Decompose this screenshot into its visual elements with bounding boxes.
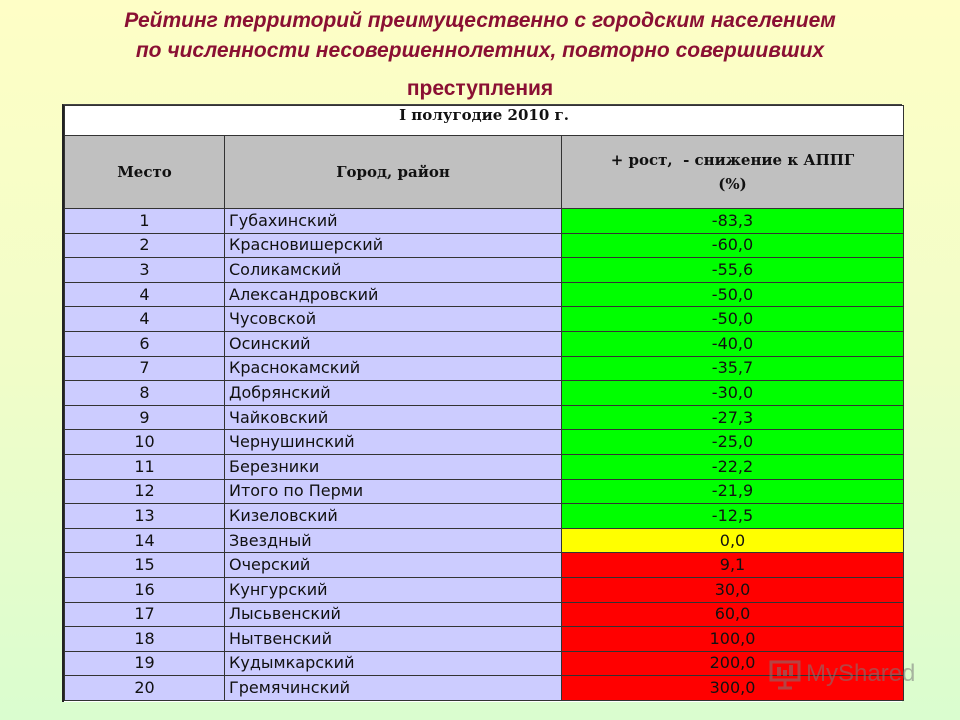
change-cell: 300,0 — [562, 676, 904, 701]
rank-cell: 11 — [65, 454, 225, 479]
city-cell: Итого по Перми — [225, 479, 562, 504]
table-row — [65, 602, 904, 627]
table-row — [65, 577, 904, 602]
table-row — [65, 331, 904, 356]
table-row — [65, 553, 904, 578]
city-cell: Соликамский — [225, 258, 562, 283]
table-row — [65, 233, 904, 258]
rank-cell: 16 — [65, 577, 225, 602]
column-header-row — [65, 136, 904, 209]
table-row — [65, 627, 904, 652]
table-row — [65, 356, 904, 381]
rank-cell: 19 — [65, 651, 225, 676]
table-row — [65, 528, 904, 553]
table-row — [65, 282, 904, 307]
rank-cell: 1 — [65, 209, 225, 234]
rating-table-frame — [62, 104, 902, 702]
city-cell: Осинский — [225, 331, 562, 356]
rank-cell: 17 — [65, 602, 225, 627]
change-cell: -30,0 — [562, 381, 904, 406]
change-cell: 200,0 — [562, 651, 904, 676]
change-cell: 30,0 — [562, 577, 904, 602]
change-cell: -50,0 — [562, 282, 904, 307]
rank-cell: 15 — [65, 553, 225, 578]
rank-cell: 8 — [65, 381, 225, 406]
change-cell: -55,6 — [562, 258, 904, 283]
city-cell: Чусовской — [225, 307, 562, 332]
rating-table — [64, 105, 904, 701]
change-cell: -22,2 — [562, 454, 904, 479]
rank-cell: 9 — [65, 405, 225, 430]
change-cell: -83,3 — [562, 209, 904, 234]
watermark — [768, 654, 938, 694]
rank-cell: 20 — [65, 676, 225, 701]
city-cell: Гремячинский — [225, 676, 562, 701]
rank-cell: 4 — [65, 307, 225, 332]
table-row — [65, 430, 904, 455]
city-cell: Губахинский — [225, 209, 562, 234]
city-cell: Кудымкарский — [225, 651, 562, 676]
city-cell: Красновишерский — [225, 233, 562, 258]
rank-cell: 4 — [65, 282, 225, 307]
rank-cell: 13 — [65, 504, 225, 529]
city-cell: Добрянский — [225, 381, 562, 406]
city-cell: Кизеловский — [225, 504, 562, 529]
table-row — [65, 258, 904, 283]
table-body — [65, 209, 904, 701]
city-cell: Лысьвенский — [225, 602, 562, 627]
change-cell: -40,0 — [562, 331, 904, 356]
title-line-2: по численности несовершеннолетних, повторно совершивших — [135, 39, 825, 62]
change-cell: 100,0 — [562, 627, 904, 652]
column-header-rank: Место — [65, 136, 225, 209]
table-row — [65, 454, 904, 479]
city-cell: Звездный — [225, 528, 562, 553]
city-cell: Александровский — [225, 282, 562, 307]
city-cell: Кунгурский — [225, 577, 562, 602]
table-row — [65, 504, 904, 529]
change-cell: -27,3 — [562, 405, 904, 430]
city-cell: Очерский — [225, 553, 562, 578]
rank-cell: 3 — [65, 258, 225, 283]
rank-cell: 7 — [65, 356, 225, 381]
column-header-change-line-1: + рост, - снижение к АППГ — [610, 151, 855, 169]
rank-cell: 6 — [65, 331, 225, 356]
change-cell: -50,0 — [562, 307, 904, 332]
presentation-board-icon — [768, 657, 802, 691]
rank-cell: 2 — [65, 233, 225, 258]
rank-cell: 12 — [65, 479, 225, 504]
change-cell: -35,7 — [562, 356, 904, 381]
table-row — [65, 405, 904, 430]
table-row — [65, 479, 904, 504]
change-cell: 9,1 — [562, 553, 904, 578]
change-cell: -60,0 — [562, 233, 904, 258]
column-header-change-line-2: (%) — [718, 175, 747, 193]
table-row — [65, 307, 904, 332]
table-row — [65, 381, 904, 406]
table-row — [65, 209, 904, 234]
column-header-city: Город, район — [225, 136, 562, 209]
slide-title — [0, 6, 960, 104]
column-header-change — [562, 136, 904, 209]
change-cell: 60,0 — [562, 602, 904, 627]
city-cell: Нытвенский — [225, 627, 562, 652]
period-header: I полугодие 2010 г. — [65, 106, 904, 136]
title-line-1: Рейтинг территорий преимущественно с городским населением — [124, 9, 836, 32]
period-row — [65, 106, 904, 136]
title-line-3: преступления — [406, 77, 554, 100]
city-cell: Березники — [225, 454, 562, 479]
change-cell: -21,9 — [562, 479, 904, 504]
rank-cell: 10 — [65, 430, 225, 455]
city-cell: Чернушинский — [225, 430, 562, 455]
watermark-text: MyShared — [806, 660, 916, 687]
city-cell: Краснокамский — [225, 356, 562, 381]
change-cell: 0,0 — [562, 528, 904, 553]
change-cell: -12,5 — [562, 504, 904, 529]
rank-cell: 14 — [65, 528, 225, 553]
change-cell: -25,0 — [562, 430, 904, 455]
rank-cell: 18 — [65, 627, 225, 652]
city-cell: Чайковский — [225, 405, 562, 430]
